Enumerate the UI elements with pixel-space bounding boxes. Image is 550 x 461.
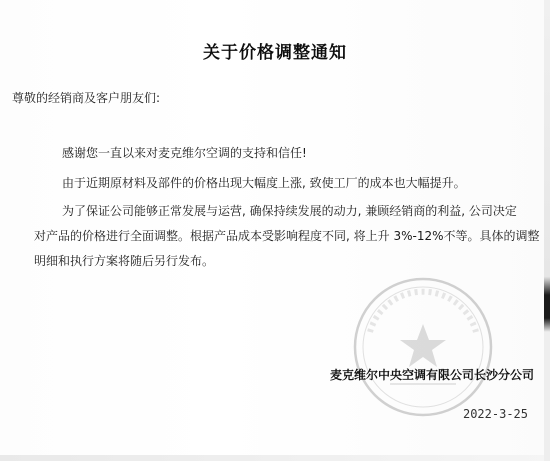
paragraph-adjustment-line-3: 明细和执行方案将随后另行发布。 xyxy=(34,254,215,268)
greeting-line: 尊敬的经销商及客户朋友们: xyxy=(12,91,161,105)
scan-bottom-edge xyxy=(0,455,550,461)
scan-right-edge xyxy=(544,0,550,461)
paragraph-adjustment-line-1: 为了保证公司能够正常发展与运营, 确保持续发展的动力, 兼顾经销商的利益, 公司决定 xyxy=(62,204,517,218)
paragraph-adjustment-line-2: 对产品的价格进行全面调整。根据产品成本受影响程度不同, 将上升 3%-12%不等。具体的调整 xyxy=(34,229,540,243)
signer-company-name: 麦克维尔中央空调有限公司长沙分公司 xyxy=(329,368,534,382)
paragraph-thanks: 感谢您一直以来对麦克维尔空调的支持和信任! xyxy=(62,146,307,160)
document-title: 关于价格调整通知 xyxy=(203,43,347,63)
paragraph-reason: 由于近期原材料及部件的价格出现大幅度上涨, 致使工厂的成本也大幅提升。 xyxy=(62,176,466,190)
company-seal-stamp xyxy=(348,272,498,422)
signed-date: 2022-3-25 xyxy=(462,407,528,421)
